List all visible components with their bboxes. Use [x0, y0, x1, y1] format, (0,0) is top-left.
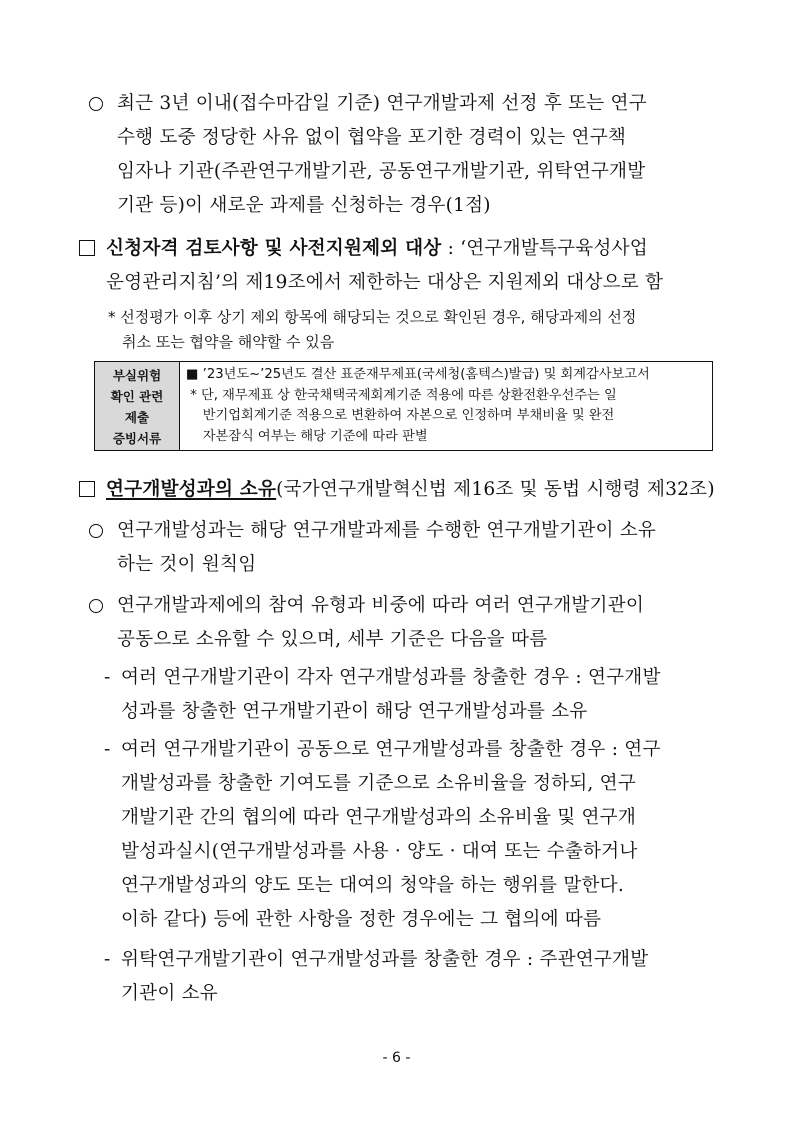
section-title: 연구개발성과의 소유	[106, 479, 277, 500]
paragraph-line: 발성과실시(연구개발성과를 사용 · 양도 · 대여 또는 수출하거나	[121, 841, 638, 862]
box-label-line: 증빙서류	[112, 430, 162, 446]
paragraph-line: 기관이 소유	[121, 983, 218, 1004]
paragraph-line: 운영관리지침’의 제19조에서 제한하는 대상은 지원제외 대상으로 함	[106, 272, 664, 293]
paragraph-line: 연구개발성과의 양도 또는 대여의 청약을 하는 행위를 말한다.	[121, 875, 624, 896]
paragraph-line: 연구개발과제에의 참여 유형과 비중에 따라 여러 연구개발기관이	[117, 595, 645, 616]
paragraph-line: 성과를 창출한 연구개발기관이 해당 연구개발성과를 소유	[121, 701, 588, 722]
square-bullet-icon	[79, 240, 95, 256]
paragraph-line: 여러 연구개발기관이 각자 연구개발성과를 창출한 경우 : 연구개발	[121, 667, 661, 688]
box-content-line: ■ ’23년도~’25년도 결산 표준재무제표(국세청(홈텍스)발급) 및 회계감사보고서	[186, 367, 650, 382]
section-heading	[106, 473, 715, 507]
paragraph-line: 개발기관 간의 협의에 따라 연구개발성과의 소유비율 및 연구개	[121, 807, 636, 828]
paragraph-line: 하는 것이 원칙임	[117, 554, 257, 575]
circle-bullet-icon	[89, 599, 103, 613]
section-heading	[106, 232, 648, 266]
square-bullet-icon	[79, 481, 95, 497]
note-line: 취소 또는 협약을 해약할 수 있음	[122, 333, 335, 351]
box-content-line: * 단, 재무제표 상 한국채택국제회계기준 적용에 따른 상환전환우선주는 일	[186, 387, 617, 403]
paragraph-line: 위탁연구개발기관이 연구개발성과를 창출한 경우 : 주관연구개발	[121, 949, 649, 970]
document-box-table	[94, 361, 713, 451]
paragraph-line: 이하 같다) 등에 관한 사항을 정한 경우에는 그 협의에 따름	[121, 909, 602, 930]
paragraph-line: 최근 3년 이내(접수마감일 기준) 연구개발과제 선정 후 또는 연구	[117, 93, 647, 114]
paragraph-line: 수행 도중 정당한 사유 없이 협약을 포기한 경력이 있는 연구책	[117, 127, 627, 148]
dash-bullet: -	[104, 739, 111, 760]
circle-bullet-icon	[89, 97, 103, 111]
note-line: * 선정평가 이후 상기 제외 항목에 해당되는 것으로 확인된 경우, 해당과제의 선정	[108, 308, 637, 326]
box-label-line: 확인 관련	[110, 388, 164, 404]
paragraph-line: 기관 등)이 새로운 과제를 신청하는 경우(1점)	[117, 195, 491, 216]
section-title: 신청자격 검토사항 및 사전지원제외 대상	[106, 238, 442, 259]
box-content	[180, 362, 712, 450]
section-title-rest: : ‘연구개발특구육성사업	[441, 238, 648, 259]
paragraph-line: 임자나 기관(주관연구개발기관, 공동연구개발기관, 위탁연구개발	[117, 161, 646, 182]
box-content-line: 자본잠식 여부는 해당 기준에 따라 판별	[186, 428, 428, 444]
box-content-line: 반기업회계기준 적용으로 변환하여 자본으로 인정하며 부채비율 및 완전	[186, 408, 615, 423]
paragraph-line: 연구개발성과는 해당 연구개발과제를 수행한 연구개발기관이 소유	[117, 520, 657, 541]
circle-bullet-icon	[89, 524, 103, 538]
section-title-rest: (국가연구개발혁신법 제16조 및 동법 시행령 제32조)	[276, 479, 715, 500]
box-label-line: 제출	[124, 409, 150, 425]
dash-bullet: -	[104, 949, 111, 970]
dash-bullet: -	[104, 667, 111, 688]
paragraph-line: 개발성과를 창출한 기여도를 기준으로 소유비율을 정하되, 연구	[121, 773, 636, 794]
page-number: - 6 -	[382, 1050, 411, 1066]
paragraph-line: 공동으로 소유할 수 있으며, 세부 기준은 다음을 따름	[117, 629, 548, 650]
box-label-line: 부실위험	[112, 367, 162, 383]
paragraph-line: 여러 연구개발기관이 공동으로 연구개발성과를 창출한 경우 : 연구	[121, 739, 661, 760]
box-label	[95, 362, 180, 450]
